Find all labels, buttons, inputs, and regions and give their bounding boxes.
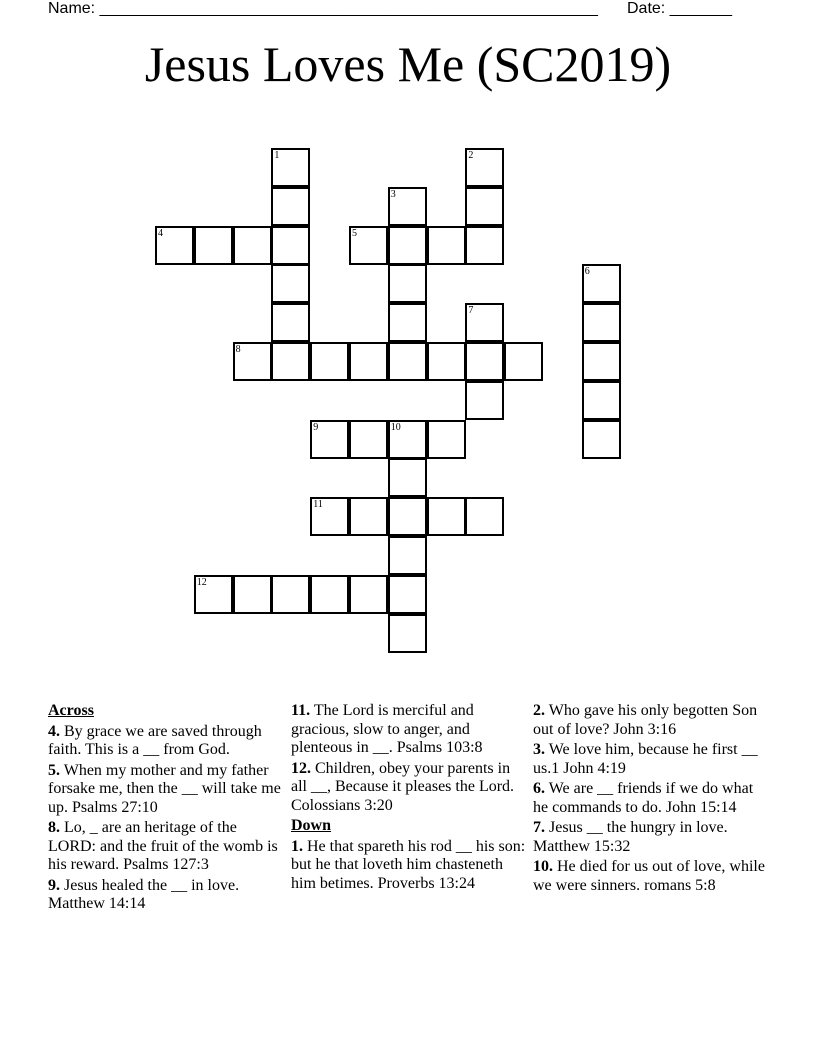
cell-number: 4 [158,227,163,239]
clue-text: We love him, because he first __ us.1 John 4:19 [533,741,758,777]
clue-number: 10. [533,858,553,875]
grid-cell[interactable] [194,226,233,265]
grid-cell[interactable] [465,148,504,187]
grid-cell[interactable] [271,575,310,614]
grid-cell[interactable] [233,226,272,265]
clue-text: He that spareth his rod __ his son: but he that loveth him chasteneth him betimes. Proverbs 13:24 [291,837,526,892]
grid-cell[interactable] [388,536,427,575]
clue-text: The Lord is merciful and gracious, slow to anger, and plenteous in __. Psalms 103:8 [291,702,483,756]
clue-text: Lo, _ are an heritage of the LORD: and the fruit of the womb is his reward. Psalms 127:3 [48,819,278,873]
clue-number: 1. [291,837,303,855]
cell-number: 6 [584,266,590,278]
grid-cell[interactable] [271,303,310,342]
clue-text: He died for us out of love, while we were sinners. romans 5:8 [533,858,765,894]
grid-cell[interactable] [582,420,621,459]
grid-cell[interactable] [582,303,621,342]
grid-cell[interactable] [271,226,310,265]
grid-cell[interactable] [233,342,272,381]
down-heading: Down [291,817,332,834]
grid-cell[interactable] [582,342,621,381]
clue-number: 3. [533,741,545,758]
clue-across-9 [48,877,284,914]
grid-cell[interactable] [310,575,349,614]
clue-text: Jesus __ the hungry in love. Matthew 15:32 [533,819,728,855]
clue-down-10 [533,858,769,895]
grid-cell[interactable] [271,342,310,381]
clue-down-1 [291,838,527,894]
grid-cell[interactable] [582,381,621,420]
clue-text: We are __ friends if we do what he commands to do. John 15:14 [533,780,754,816]
grid-cell[interactable] [388,342,427,381]
grid-cell[interactable] [349,226,388,265]
clue-across-11 [291,702,527,758]
grid-cell[interactable] [465,226,504,265]
clue-number: 12. [291,759,311,777]
clue-number: 7. [533,819,545,836]
grid-cell[interactable] [582,264,621,303]
grid-cell[interactable] [465,342,504,381]
across-heading: Across [48,702,94,719]
grid-cell[interactable] [388,420,427,459]
grid-cell[interactable] [465,303,504,342]
cell-number: 2 [468,150,474,161]
grid-cell[interactable] [310,342,349,381]
cell-number: 1 [274,150,280,161]
cell-number: 3 [390,188,396,200]
grid-cell[interactable] [310,420,349,459]
clue-across-12 [291,760,527,816]
grid-cell[interactable] [194,575,233,614]
grid-cell[interactable] [427,420,466,459]
cell-number: 9 [313,421,319,433]
grid-cell[interactable] [310,497,349,536]
grid-cell[interactable] [388,303,427,342]
clue-text: When my mother and my father forsake me, then the __ will take me up. Psalms 27:10 [48,761,281,816]
grid-cell[interactable] [388,614,427,653]
clue-text: Children, obey your parents in all __, Because it pleases the Lord. Colossians 3:20 [291,759,515,814]
cell-number: 10 [390,421,401,433]
name-field[interactable]: Name: ________________________________________________________ [48,0,598,17]
clue-number: 2. [533,702,545,719]
grid-cell[interactable] [271,264,310,303]
grid-cell[interactable] [349,497,388,536]
grid-cell[interactable] [388,458,427,497]
grid-cell[interactable] [349,420,388,459]
clue-number: 4. [48,722,60,740]
clue-number: 8. [48,819,60,836]
cell-number: 7 [468,305,474,317]
grid-cell[interactable] [388,187,427,226]
cell-number: 12 [196,576,207,588]
cell-number: 11 [313,499,323,511]
clue-text: Jesus healed the __ in love. Matthew 14:14 [48,876,240,912]
clue-text: By grace we are saved through faith. This is a __ from God. [48,722,262,758]
clue-number: 11. [291,702,311,719]
clue-number: 6. [533,780,545,797]
grid-cell[interactable] [233,575,272,614]
clue-across-4 [48,723,284,760]
clue-across-5 [48,762,284,818]
grid-cell[interactable] [388,226,427,265]
clue-number: 5. [48,761,60,779]
grid-cell[interactable] [427,497,466,536]
clues-column-3 [533,702,769,897]
clue-text: Who gave his only begotten Son out of love? John 3:16 [533,702,758,738]
grid-cell[interactable] [427,226,466,265]
clue-down-6 [533,780,769,817]
grid-cell[interactable] [349,342,388,381]
grid-cell[interactable] [388,264,427,303]
grid-cell[interactable] [271,148,310,187]
clue-down-2 [533,702,769,739]
grid-cell[interactable] [465,497,504,536]
grid-cell[interactable] [427,342,466,381]
cell-number: 5 [352,227,357,239]
grid-cell[interactable] [388,497,427,536]
grid-cell[interactable] [388,575,427,614]
grid-cell[interactable] [155,226,194,265]
clue-number: 9. [48,876,60,894]
date-field[interactable]: Date: _______ [627,0,732,17]
grid-cell[interactable] [349,575,388,614]
clue-across-8 [48,819,284,875]
page-title: Jesus Loves Me (SC2019) [144,36,672,92]
grid-cell[interactable] [504,342,543,381]
grid-cell[interactable] [465,187,504,226]
clues-column-1 [48,702,284,916]
clues-column-2 [291,702,527,895]
grid-cell[interactable] [271,187,310,226]
clue-down-7 [533,819,769,856]
cell-number: 8 [235,344,241,355]
grid-cell[interactable] [465,381,504,420]
clue-down-3 [533,741,769,778]
